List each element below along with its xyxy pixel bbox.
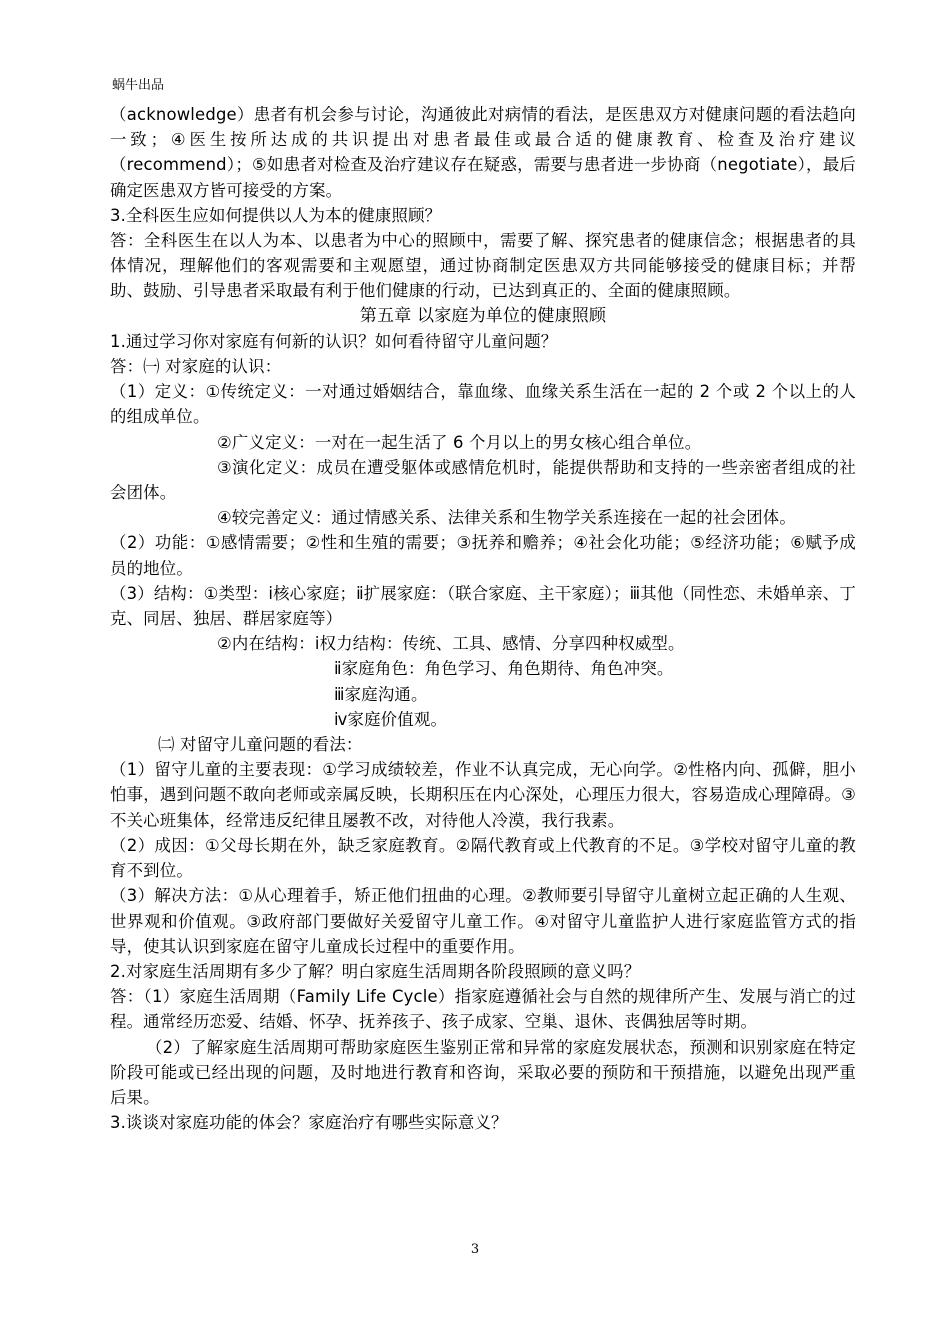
- chapter-title: 第五章 以家庭为单位的健康照顾: [359, 305, 607, 326]
- paragraph: （3）结构：①类型：ⅰ核心家庭；ⅱ扩展家庭：（联合家庭、主干家庭）；ⅲ其他（同性恋、未婚单亲、丁克、同居、独居、群居家庭等）: [110, 583, 856, 629]
- paragraph: 答：全科医生在以人为本、以患者为中心的照顾中，需要了解、探究患者的健康信念；根据患者的具体情况，理解他们的客观需要和主观愿望，通过协商制定医患双方共同能够接受的健康目标；并帮助、鼓励、引导患者采取最有利于他们健康的行动，已达到真正的、全面的健康照顾。: [110, 231, 856, 301]
- page-header: 蜗牛出品: [112, 78, 165, 93]
- paragraph: ④较完善定义：通过情感关系、法律关系和生物学关系连接在一起的社会团体。: [217, 508, 796, 528]
- paragraph: ⅲ家庭沟通。: [334, 684, 428, 704]
- question-heading: 2.对家庭生活周期有多少了解？明白家庭生活周期各阶段照顾的意义吗？: [110, 961, 641, 981]
- question-heading: 1.通过学习你对家庭有何新的认识？如何看待留守儿童问题？: [110, 331, 558, 351]
- paragraph: ㈡ 对留守儿童问题的看法：: [158, 735, 363, 755]
- paragraph: （2）功能：①感情需要；②性和生殖的需要；③抚养和赡养；④社会化功能；⑤经济功能；⑥赋予成员的地位。: [110, 533, 856, 578]
- question-heading: 3.全科医生应如何提供以人为本的健康照顾？: [110, 205, 442, 225]
- paragraph: 答：㈠ 对家庭的认识：: [110, 357, 282, 377]
- paragraph: （acknowledge）患者有机会参与讨论，沟通彼此对病情的看法，是医患双方对健康问题的看法趋向一致；④医生按所达成的共识提出对患者最佳或最合适的健康教育、检查及治疗建议（recommend）；⑤如患者对检查及治疗建议存在疑惑，需要与患者进一步协商（negotiate），最后确定医患双方皆可接受的方案。: [110, 105, 856, 200]
- question-heading: 3.谈谈对家庭功能的体会？家庭治疗有哪些实际意义？: [110, 1113, 508, 1133]
- paragraph: （3）解决方法：①从心理着手，矫正他们扭曲的心理。②教师要引导留守儿童树立起正确的人生观、世界观和价值观。③政府部门要做好关爱留守儿童工作。④对留守儿童监护人进行家庭监管方式的指导，使其认识到家庭在留守儿童成长过程中的重要作用。: [110, 886, 856, 956]
- paragraph: 答：（1）家庭生活周期（Family Life Cycle）指家庭遵循社会与自然的规律所产生、发展与消亡的过程。通常经历恋爱、结婚、怀孕、抚养孩子、孩子成家、空巢、退休、丧偶独居等时期。: [110, 987, 856, 1032]
- page-number: 3: [470, 1242, 480, 1257]
- paragraph: （1）定义：①传统定义：一对通过婚姻结合，靠血缘、血缘关系生活在一起的 2 个或 2 个以上的人的组成单位。: [110, 382, 856, 427]
- paragraph: （2）成因：①父母长期在外，缺乏家庭教育。②隔代教育或上代教育的不足。③学校对留守儿童的教育不到位。: [110, 835, 856, 881]
- paragraph: ⅱ家庭角色：角色学习、角色期待、角色冲突。: [334, 659, 674, 679]
- document-body: [110, 102, 856, 1135]
- paragraph: （1）留守儿童的主要表现：①学习成绩较差，作业不认真完成，无心向学。②性格内向、孤僻，胆小怕事，遇到问题不敢向老师或亲属反映，长期积压在内心深处，心理压力很大，容易造成心理障碍。③不关心班集体，经常违反纪律且屡教不改，对待他人冷漠，我行我素。: [110, 760, 856, 830]
- paragraph: ②内在结构：ⅰ权力结构：传统、工具、感情、分享四种权威型。: [217, 634, 685, 654]
- paragraph: ②广义定义：一对在一起生活了 6 个月以上的男女核心组合单位。: [217, 432, 702, 452]
- paragraph: ⅳ家庭价值观。: [334, 709, 448, 729]
- paragraph: ③演化定义：成员在遭受躯体或感情危机时，能提供帮助和支持的一些亲密者组成的社会团体。: [110, 457, 856, 503]
- paragraph: （2）了解家庭生活周期可帮助家庭医生鉴别正常和异常的家庭发展状态，预测和识别家庭在特定阶段可能或已经出现的问题，及时地进行教育和咨询，采取必要的预防和干预措施，以避免出现严重后果。: [110, 1037, 856, 1107]
